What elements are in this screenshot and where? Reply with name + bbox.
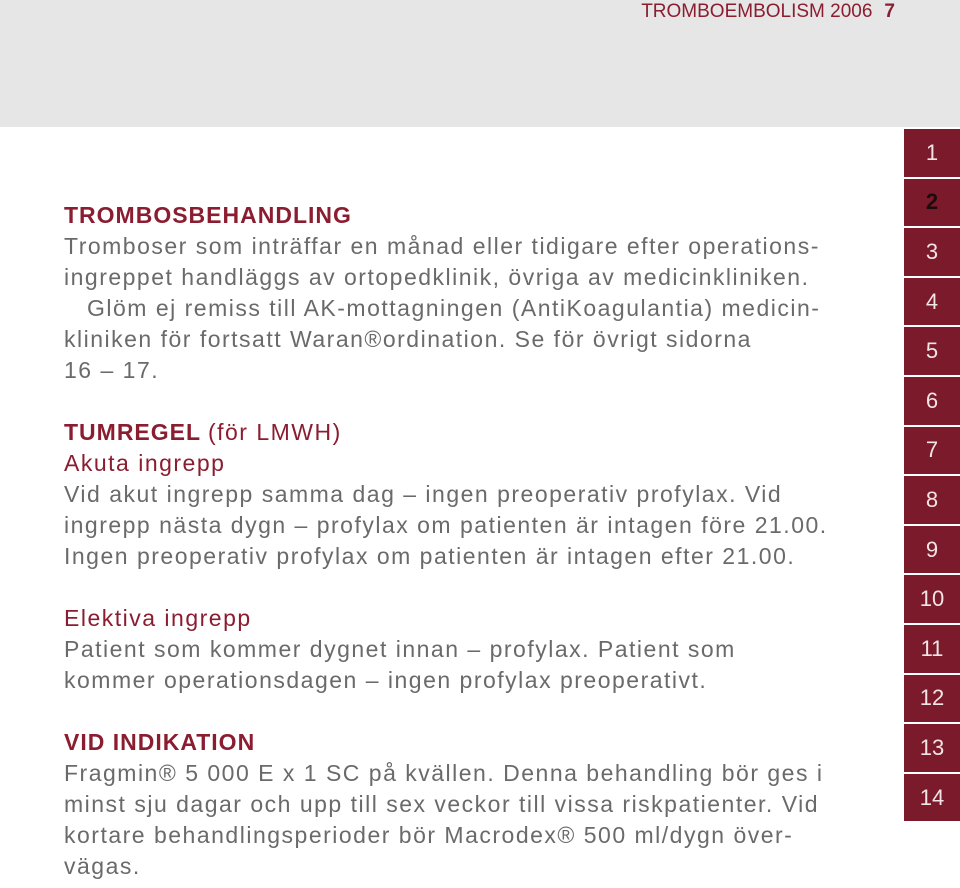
chapter-tab-11: 11 [904,625,960,673]
body-line: Glöm ej remiss till AK-mottagningen (AntiKoagulantia) medicin- [87,295,821,321]
section-heading-note: (för LMWH) [207,419,342,445]
section-vid-indikation [64,727,894,882]
body-line: kortare behandlingsperioder bör Macrodex® 500 ml/dygn över- [64,822,794,848]
section-trombosbehandling [64,200,894,386]
subheading: Akuta ingrepp [64,450,226,476]
chapter-tab-3: 3 [904,228,960,276]
section-tumregel [64,417,894,572]
chapter-tab-8: 8 [904,476,960,524]
body-line: 16 – 17. [64,357,160,383]
chapter-tabs [904,129,960,823]
chapter-tab-7: 7 [904,427,960,475]
chapter-tab-10: 10 [904,575,960,623]
body-line: Ingen preoperativ profylax om patienten är intagen efter 21.00. [64,543,796,569]
chapter-tab-4: 4 [904,278,960,326]
chapter-tab-13: 13 [904,724,960,772]
chapter-tab-2: 2 [904,179,960,227]
body-line: Tromboser som inträffar en månad eller tidigare efter operations- [64,233,820,259]
section-elektiva-ingrepp [64,603,894,696]
body-line: kliniken för fortsatt Waran®ordination. Se för övrigt sidorna [64,326,752,352]
body-line: kommer operationsdagen – ingen profylax preoperativt. [64,667,708,693]
chapter-tab-1: 1 [904,129,960,177]
body-line: Fragmin® 5 000 E x 1 SC på kvällen. Denna behandling bör ges i [64,760,824,786]
body-line: Patient som kommer dygnet innan – profylax. Patient som [64,636,736,662]
running-title: TROMBOEMBOLISM 2006 [641,1,873,22]
body-line: Vid akut ingrepp samma dag – ingen preoperativ profylax. Vid [64,481,783,507]
section-heading-row [64,417,894,448]
chapter-tab-12: 12 [904,675,960,723]
section-heading: TUMREGEL [64,419,202,445]
chapter-tab-9: 9 [904,526,960,574]
chapter-tab-14: 14 [904,774,960,822]
body-line: ingrepp nästa dygn – profylax om patienten är intagen före 21.00. [64,512,828,538]
body-line: minst sju dagar och upp till sex veckor till vissa riskpatienter. Vid [64,791,820,817]
chapter-tab-5: 5 [904,327,960,375]
subheading: Elektiva ingrepp [64,605,252,631]
body-line: ingreppet handläggs av ortopedklinik, övriga av medicinkliniken. [64,264,810,290]
page-number: 7 [884,1,895,22]
running-header [641,1,895,23]
chapter-tab-6: 6 [904,377,960,425]
body-line: vägas. [64,853,141,879]
page-content [64,200,894,882]
section-heading: TROMBOSBEHANDLING [64,202,352,228]
section-heading: VID INDIKATION [64,729,256,755]
